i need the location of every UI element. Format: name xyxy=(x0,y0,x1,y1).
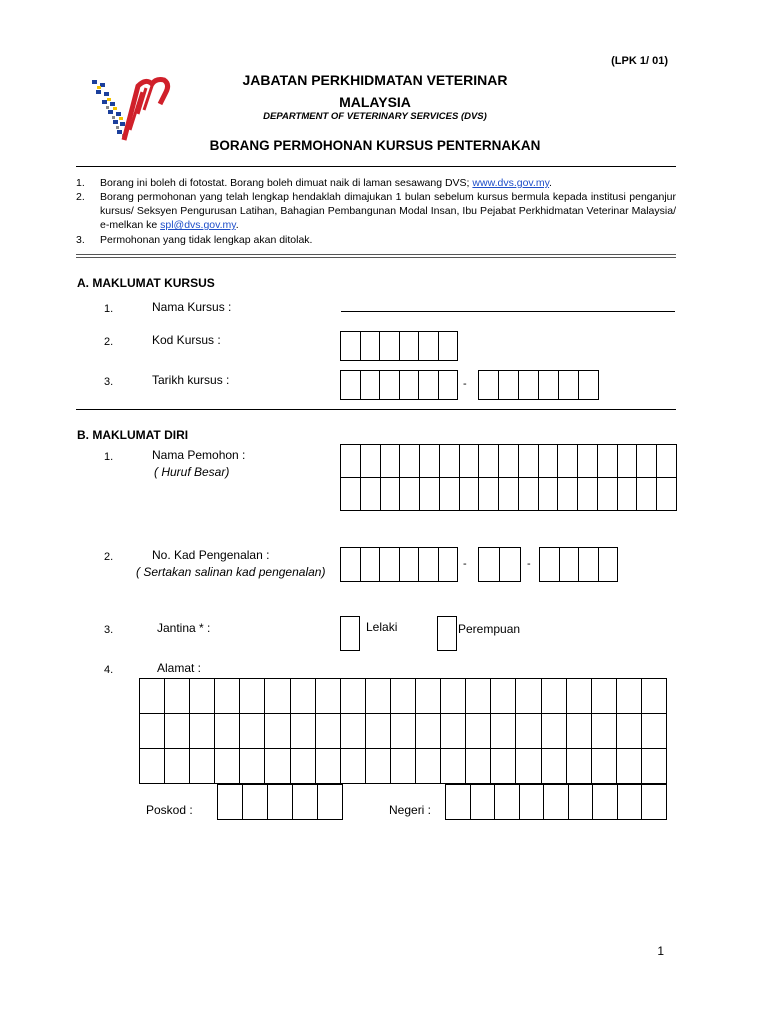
website-link[interactable]: www.dvs.gov.my xyxy=(472,177,550,189)
ic-separator: - xyxy=(463,558,467,570)
note-2 xyxy=(76,190,676,234)
note-number: 2. xyxy=(76,191,85,203)
applicant-name-label: Nama Pemohon : xyxy=(152,448,246,462)
ic-separator: - xyxy=(527,558,531,570)
course-name-label: Nama Kursus : xyxy=(152,300,232,314)
postcode-label: Poskod : xyxy=(146,803,193,817)
item-number: 2. xyxy=(104,551,114,563)
male-checkbox[interactable] xyxy=(340,616,360,651)
gender-label: Jantina * : xyxy=(157,621,211,635)
course-date-end-boxes[interactable] xyxy=(478,370,599,400)
note-text: Borang ini boleh di fotostat. Borang boleh dimuat naik di laman sesawang DVS; xyxy=(100,177,473,189)
item-number: 2. xyxy=(104,336,114,348)
section-a-title: A. MAKLUMAT KURSUS xyxy=(77,276,215,290)
note-end: . xyxy=(549,177,552,189)
section-b-title: B. MAKLUMAT DIRI xyxy=(77,428,189,442)
address-label: Alamat : xyxy=(157,661,202,675)
item-number: 4. xyxy=(104,664,114,676)
note-number: 1. xyxy=(76,177,85,189)
note-1 xyxy=(76,176,676,190)
document-reference: (LPK 1/ 01) xyxy=(611,55,668,67)
page-number: 1 xyxy=(657,944,664,958)
date-separator: - xyxy=(463,378,467,390)
female-option-label: Perempuan xyxy=(458,622,521,636)
state-boxes[interactable] xyxy=(445,784,667,820)
notes-divider-2 xyxy=(76,257,676,258)
item-number: 1. xyxy=(104,303,114,315)
email-link[interactable]: spl@dvs.gov.my xyxy=(160,219,236,231)
state-label: Negeri : xyxy=(389,803,432,817)
note-number: 3. xyxy=(76,234,85,246)
form-title: BORANG PERMOHONAN KURSUS PENTERNAKAN xyxy=(209,138,541,153)
note-3 xyxy=(76,233,676,247)
ic-number-hint: ( Sertakan salinan kad pengenalan) xyxy=(136,565,326,579)
org-name-line1: JABATAN PERKHIDMATAN VETERINAR xyxy=(242,72,508,88)
section-divider xyxy=(76,409,676,410)
note-end: . xyxy=(235,219,239,231)
header-divider xyxy=(76,166,676,167)
male-option-label: Lelaki xyxy=(366,620,398,634)
ic-number-label: No. Kad Pengenalan : xyxy=(152,548,270,562)
female-checkbox[interactable] xyxy=(437,616,457,651)
postcode-boxes[interactable] xyxy=(217,784,343,820)
org-english-name: DEPARTMENT OF VETERINARY SERVICES (DVS) xyxy=(263,111,487,122)
applicant-name-boxes[interactable] xyxy=(340,444,677,511)
course-name-input[interactable] xyxy=(341,311,675,312)
ic-part2-boxes[interactable] xyxy=(478,547,521,582)
note-text: Permohonan yang tidak lengkap akan ditolak. xyxy=(100,234,313,246)
ic-part3-boxes[interactable] xyxy=(539,547,618,582)
applicant-name-hint: ( Huruf Besar) xyxy=(154,465,230,479)
notes-divider xyxy=(76,254,676,255)
course-date-start-boxes[interactable] xyxy=(340,370,458,400)
ic-part1-boxes[interactable] xyxy=(340,547,458,582)
note-text: Borang permohonan yang telah lengkap hendaklah dimajukan 1 bulan sebelum kursus bermula kepada institusi penganjur kursus/ Seksyen Pengurusan Latihan, Bahagian Pembangunan Modal Insan, Ibu Pejabat Perkhidmatan Veterinar Malaysia/ e-melkan ke xyxy=(100,191,676,231)
item-number: 3. xyxy=(104,624,114,636)
course-code-boxes[interactable] xyxy=(340,331,458,361)
course-date-label: Tarikh kursus : xyxy=(152,373,230,387)
item-number: 1. xyxy=(104,451,114,463)
item-number: 3. xyxy=(104,376,114,388)
course-code-label: Kod Kursus : xyxy=(152,333,221,347)
org-name-line2: MALAYSIA xyxy=(339,94,411,110)
address-boxes[interactable] xyxy=(139,678,667,784)
